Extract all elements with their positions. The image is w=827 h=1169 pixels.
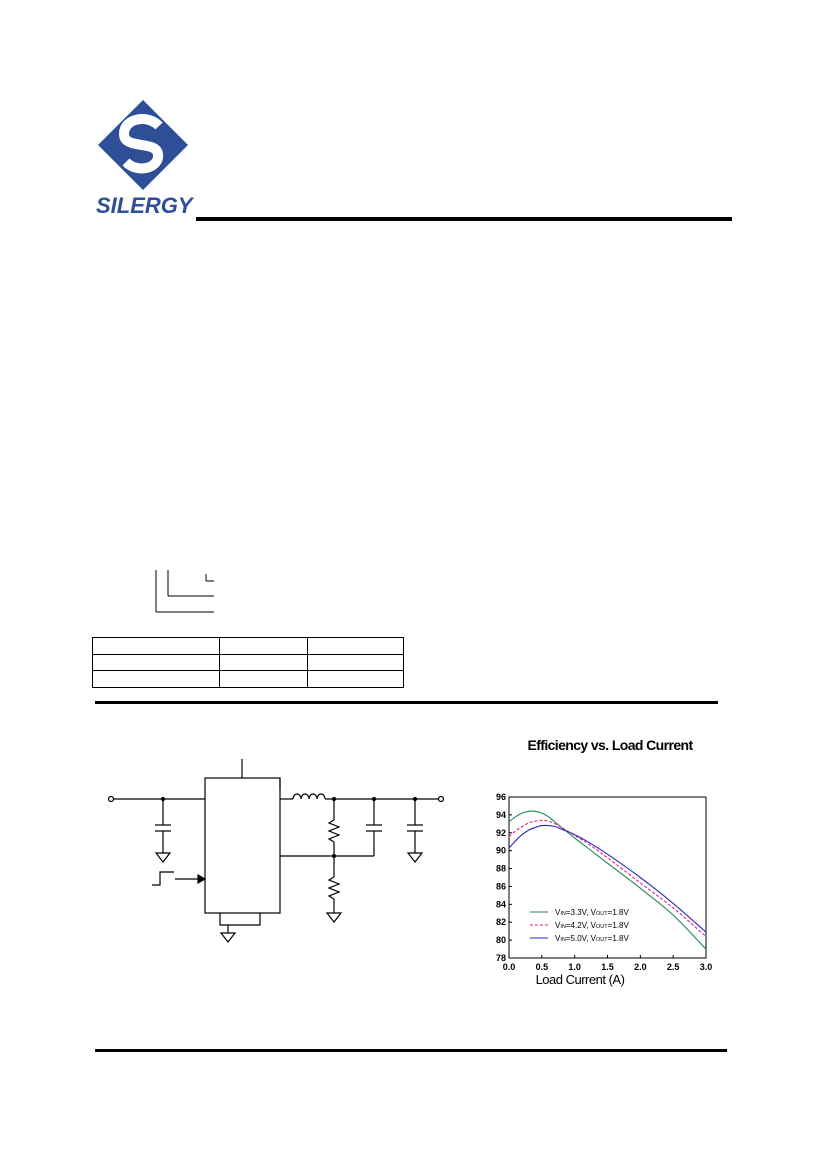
x-tick-label: 1.5: [601, 962, 614, 972]
table-cell: [308, 671, 404, 688]
typical-application-circuit: [100, 755, 450, 955]
x-tick-label: 0.5: [535, 962, 549, 972]
table-row: [93, 654, 404, 671]
silergy-logo-mark: [96, 100, 196, 195]
x-axis-label: Load Current (A): [535, 972, 625, 987]
table-cell: [308, 654, 404, 671]
package-outline-diagram: [150, 566, 220, 616]
table-cell: [220, 638, 308, 655]
table-cell: [93, 654, 220, 671]
y-tick-label: 82: [495, 917, 506, 928]
legend-label: VIN=5.0V, VOUT=1.8V: [555, 934, 629, 943]
y-tick-label: 96: [495, 792, 506, 802]
table-cell: [93, 638, 220, 655]
table-cell: [220, 671, 308, 688]
table-cell: [93, 671, 220, 688]
table-row: [93, 638, 404, 655]
ic-block: [205, 778, 280, 913]
x-tick-label: 0.0: [502, 962, 516, 972]
y-tick-label: 92: [495, 827, 506, 838]
y-tick-label: 86: [495, 881, 506, 892]
table-cell: [220, 654, 308, 671]
y-tick-label: 84: [495, 899, 506, 910]
table-row: [93, 671, 404, 688]
logo-wordmark: SILERGY: [96, 193, 193, 218]
footer-rule: [95, 1049, 727, 1052]
section-rule-top: [95, 701, 718, 704]
y-tick-label: 90: [495, 845, 506, 856]
y-tick-label: 78: [495, 953, 506, 963]
ordering-info-table: [92, 637, 404, 688]
legend-label: VIN=3.3V, VOUT=1.8V: [555, 908, 629, 917]
chart-title: Efficiency vs. Load Current: [527, 737, 693, 753]
series-line-2: [509, 820, 706, 936]
y-tick-label: 88: [495, 863, 506, 874]
x-tick-label: 2.5: [666, 962, 680, 972]
table-cell: [308, 638, 404, 655]
legend-label: VIN=4.2V, VOUT=1.8V: [555, 921, 629, 930]
y-tick-label: 80: [495, 935, 506, 946]
x-tick-label: 3.0: [699, 962, 713, 972]
x-tick-label: 1.0: [568, 962, 581, 972]
header-rule: [196, 217, 732, 221]
silergy-logo: [96, 100, 196, 220]
x-tick-label: 2.0: [634, 962, 647, 972]
y-tick-label: 94: [495, 809, 506, 820]
efficiency-chart: [470, 785, 730, 997]
